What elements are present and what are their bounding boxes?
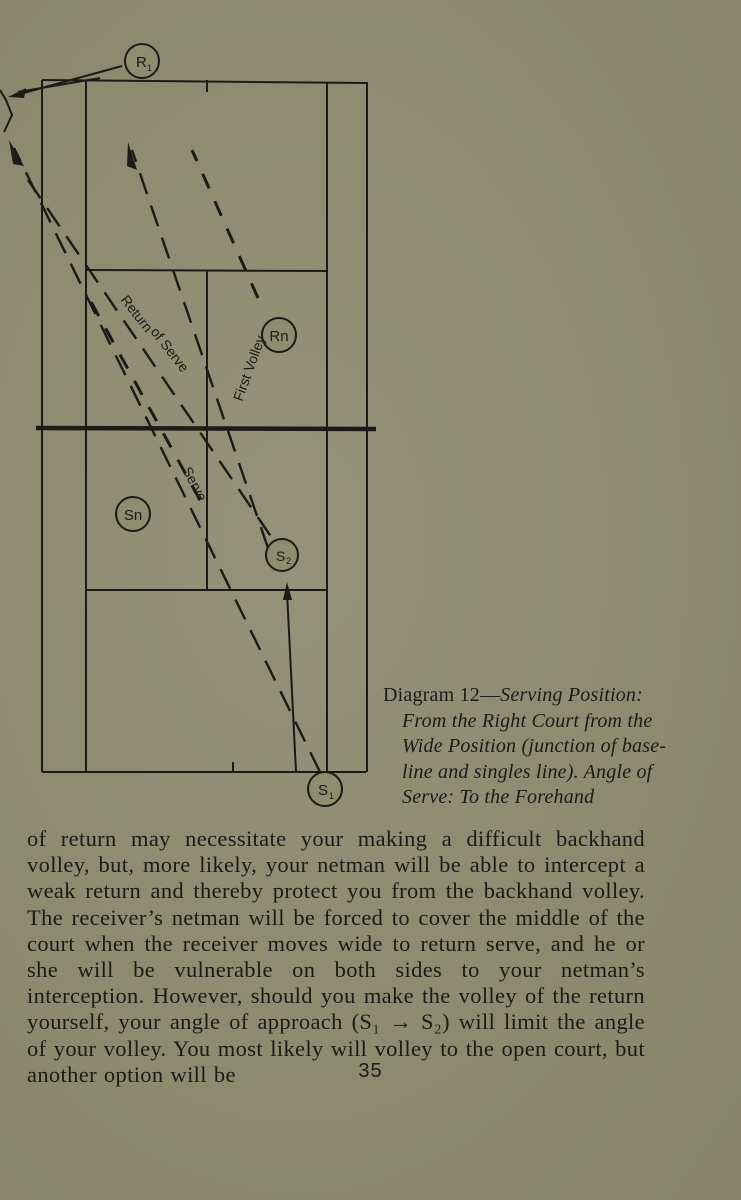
- server-volley-marker: [266, 539, 298, 571]
- serve-path: [14, 148, 320, 772]
- caption-line-2: From the Right Court from the: [402, 709, 653, 732]
- caption-title: Serving Position:: [500, 684, 643, 706]
- page-number: 35: [358, 1060, 383, 1082]
- of-serve-path-label: of Serve: [147, 323, 193, 375]
- volley-arrow-cross: [192, 150, 258, 298]
- serve-path-label: Serve: [179, 463, 211, 504]
- server-start-marker: [308, 772, 342, 806]
- receiver-move-arrowhead: [8, 88, 26, 98]
- first-volley-arrowhead: [127, 142, 137, 170]
- server-netman-marker: [116, 497, 150, 531]
- caption-line-4: line and singles line). Angle of: [402, 760, 653, 783]
- return-path: [28, 180, 272, 538]
- caption-lead: Diagram 12—: [383, 684, 501, 706]
- diagram-caption: [383, 683, 683, 811]
- receiver-marker: [125, 44, 159, 78]
- net: [36, 428, 376, 429]
- caption-line-5: Serve: To the Forehand: [402, 786, 595, 808]
- server-volley-label-sub: 2: [286, 556, 292, 566]
- serve-arrowhead: [9, 140, 24, 166]
- first-volley-path-label: First Volley: [229, 333, 269, 404]
- receiver-label-sub: 1: [147, 63, 153, 73]
- return-path-label: Return: [117, 291, 157, 335]
- server-volley-label: S: [276, 548, 286, 564]
- server-start-label: S: [318, 782, 329, 799]
- approach-path: [287, 592, 296, 772]
- caption-line-3: Wide Position (junction of base-: [402, 735, 667, 757]
- body-text: [27, 826, 645, 1088]
- server-netman-label: Sn: [123, 507, 143, 524]
- caption-first-line: [383, 683, 683, 709]
- receiver-netman-label: Rn: [269, 328, 289, 345]
- server-start-label-sub: 1: [329, 791, 335, 801]
- receiver-netman-marker: [262, 318, 296, 352]
- body-paragraph: of return may necessitate your making a difficult backhand volley, but, more likely, your netman will be able to intercept a weak return and thereby protect you from the backhand volley. The receiver’s netman will be forced to cover the middle of the court when the receiver moves wide to return serve, and he or she will be vulnerable on both sides to your netman’s interception. However, should you make the volley of the return yourself, your angle of approach (S₁ → S₂) will limit the angle of your volley. You most likely will volley to the open court, but another option will be: [27, 826, 645, 1087]
- receiver-label: R: [136, 54, 147, 71]
